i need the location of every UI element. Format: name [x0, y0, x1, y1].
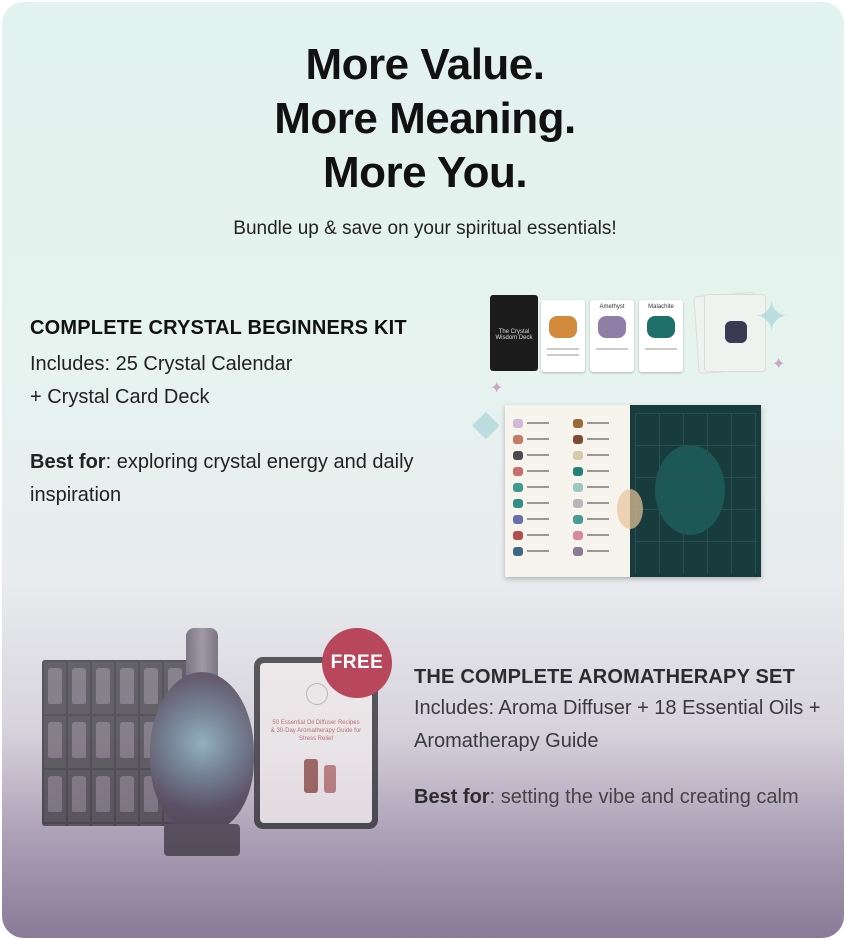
bundle-card [2, 2, 844, 938]
headline-line-3: More You. [322, 148, 528, 197]
card-text-line [547, 348, 579, 350]
crystal-card [541, 300, 585, 372]
card-title: Amethyst [599, 304, 625, 310]
card-text-line [547, 354, 579, 356]
card-text-line [645, 348, 677, 350]
amethyst-stone [598, 316, 626, 338]
aromatherapy-set-best-for [414, 784, 824, 811]
calendar-deco [617, 489, 643, 529]
guide-bottle [324, 765, 336, 793]
best-for-label: Best for [30, 451, 106, 473]
fan-stone [725, 321, 747, 343]
guide-logo [306, 683, 328, 705]
citrine-stone [549, 316, 577, 338]
headline-line-1: More Value. [305, 40, 545, 89]
crystal-deck-box [490, 295, 538, 371]
crystal-doodle-icon: ◆ [472, 402, 500, 443]
aroma-diffuser [150, 628, 254, 858]
deck-box-label: The Crystal Wisdom Deck [495, 329, 533, 341]
crystal-kit-best-for [30, 446, 450, 512]
crystal-card-amethyst [590, 300, 634, 372]
calendar-door-grid [635, 413, 757, 573]
guide-title: 50 Essential Oil Diffuser Recipes & 30-Day Aromatherapy Guide for Stress Relief [270, 720, 362, 742]
card-text-line [596, 348, 628, 350]
crystal-card-malachite [639, 300, 683, 372]
malachite-stone [647, 316, 675, 338]
crystal-doodle-icon: ✦ [754, 293, 790, 340]
subhead: Bundle up & save on your spiritual essentials! [233, 218, 617, 239]
card-title: Malachite [648, 304, 674, 310]
best-for-text: : setting the vibe and creating calm [489, 786, 799, 808]
free-badge: FREE [322, 628, 392, 698]
crystal-kit-title: COMPLETE CRYSTAL BEGINNERS KIT [30, 317, 407, 339]
guide-bottle [304, 759, 318, 793]
crystal-kit-includes-line-1: Includes: 25 Crystal Calendar [30, 353, 293, 375]
sparkle-icon: ✦ [772, 356, 786, 373]
sparkle-icon: ✦ [490, 380, 504, 397]
best-for-label: Best for [414, 786, 490, 808]
aromatherapy-set-includes: Includes: Aroma Diffuser + 18 Essential Oils + Aromatherapy Guide [414, 697, 821, 752]
best-for-text: : exploring crystal energy and daily inspiration [30, 451, 414, 506]
crystal-calendar [505, 405, 761, 577]
crystal-kit-includes-line-2: + Crystal Card Deck [30, 386, 210, 408]
headline-line-2: More Meaning. [274, 94, 576, 143]
headline [2, 38, 844, 200]
crystal-kit-includes [30, 348, 450, 414]
aromatherapy-set-title: THE COMPLETE AROMATHERAPY SET [414, 666, 796, 688]
